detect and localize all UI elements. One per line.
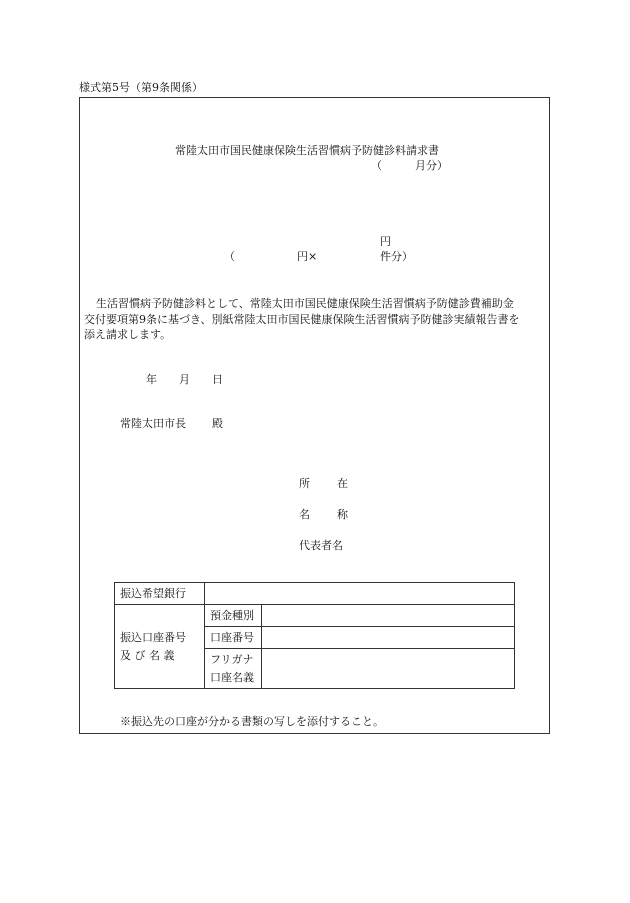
addressee-name: 常陸太田市長 [120, 417, 186, 430]
holder-label-cell [205, 649, 262, 689]
holder-value-cell[interactable] [262, 649, 515, 689]
representative-label: 代表者名 [299, 539, 343, 552]
form-number: 様式第5号（第9条関係） [79, 81, 203, 94]
amount-per-unit: 円× [297, 250, 318, 263]
date-month: 月 [179, 373, 190, 386]
date-year: 年 [146, 373, 157, 386]
body-line-1: 生活習慣病予防健診料として、常陸太田市国民健康保険生活習慣病予防健診費補助金 [96, 297, 514, 310]
furigana-label: フリガナ [210, 653, 254, 667]
amount-yen-unit: 円 [380, 235, 391, 248]
addressee-honorific: 殿 [212, 417, 223, 430]
body-line-2: 交付要項第9条に基づき、別紙常陸太田市国民健康保険生活習慣病予防健診実績報告書を [84, 313, 520, 326]
title-month: （ 月分） [371, 159, 448, 172]
deposit-type-value-cell[interactable] [262, 605, 515, 627]
name-label-b: 称 [337, 508, 348, 521]
attachment-note: ※振込先の口座が分かる書類の写しを添付すること。 [120, 715, 384, 728]
deposit-type-label-cell: 預金種別 [205, 605, 262, 627]
account-label-line-1: 振込口座番号 [120, 631, 186, 645]
location-label-a: 所 [299, 477, 310, 490]
account-number-label-cell: 口座番号 [205, 627, 262, 649]
body-line-3: 添え請求します。 [84, 328, 172, 341]
holder-label: 口座名義 [210, 670, 254, 684]
account-label-line-2: 及 び 名 義 [120, 648, 175, 662]
date-day: 日 [212, 373, 223, 386]
bank-label-cell: 振込希望銀行 [115, 583, 205, 605]
form-title: 常陸太田市国民健康保険生活習慣病予防健診料請求書 [175, 144, 439, 157]
location-label-b: 在 [337, 477, 348, 490]
name-label-a: 名 [299, 508, 310, 521]
amount-count: 件分） [380, 250, 413, 263]
account-number-value-cell[interactable] [262, 627, 515, 649]
amount-open-paren: （ [224, 250, 235, 263]
account-label-cell [115, 605, 205, 689]
bank-account-table [114, 582, 515, 689]
bank-value-cell[interactable] [205, 583, 515, 605]
